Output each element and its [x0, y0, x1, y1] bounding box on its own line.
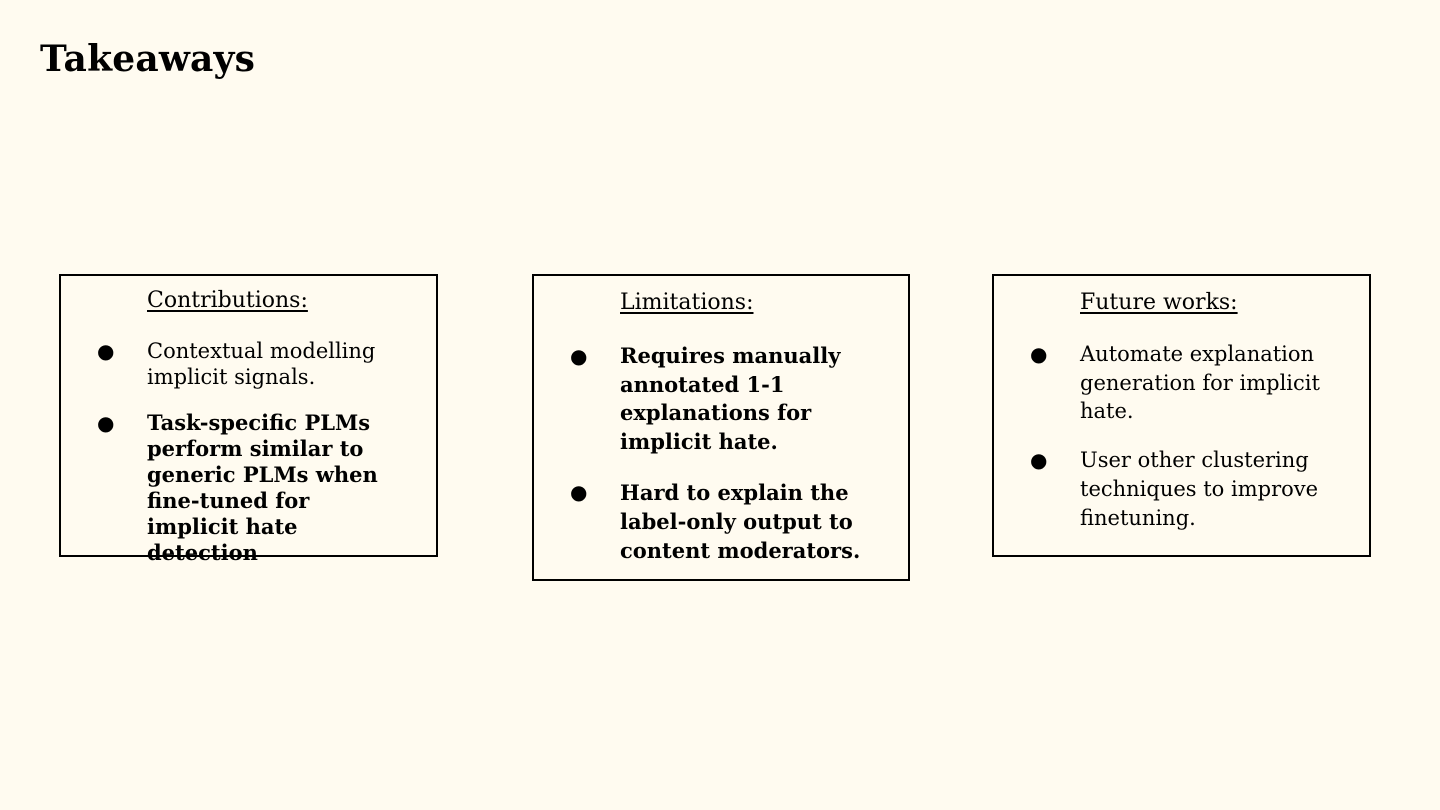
contributions-item-2	[97, 410, 396, 566]
bullet-icon: ●	[97, 339, 115, 363]
limitations-item-1-text: Requires manually annotated 1-1 explanations for implicit hate.	[620, 343, 841, 454]
contributions-item-1	[97, 338, 414, 390]
limitations-item-2-text: Hard to explain the label-only output to content moderators.	[620, 480, 861, 563]
contributions-item-2-text: Task-specific PLMs perform similar to generic PLMs when fine-tuned for implicit hate detection	[147, 410, 378, 565]
contributions-item-1-text: Contextual modelling implicit signals.	[147, 339, 376, 389]
limitations-item-1	[570, 342, 892, 456]
future-works-box	[992, 274, 1371, 557]
future-works-item-1-text: Automate explanation generation for implicit hate.	[1080, 342, 1320, 423]
future-works-item-2-text: User other clustering techniques to improve finetuning.	[1080, 448, 1319, 530]
future-works-heading: Future works:	[1080, 290, 1238, 315]
bullet-icon: ●	[97, 411, 115, 435]
bullet-icon: ●	[570, 480, 588, 504]
future-works-item-2	[1030, 446, 1329, 533]
bullet-icon: ●	[570, 344, 588, 368]
contributions-box	[59, 274, 438, 565]
contributions-heading: Contributions:	[147, 288, 308, 313]
bullet-icon: ●	[1030, 342, 1048, 366]
bullet-icon: ●	[1030, 448, 1048, 472]
slide-title: Takeaways	[40, 38, 256, 80]
future-works-item-1	[1030, 340, 1329, 426]
limitations-heading: Limitations:	[620, 290, 754, 315]
limitations-box	[532, 274, 910, 581]
limitations-item-2	[570, 478, 868, 565]
